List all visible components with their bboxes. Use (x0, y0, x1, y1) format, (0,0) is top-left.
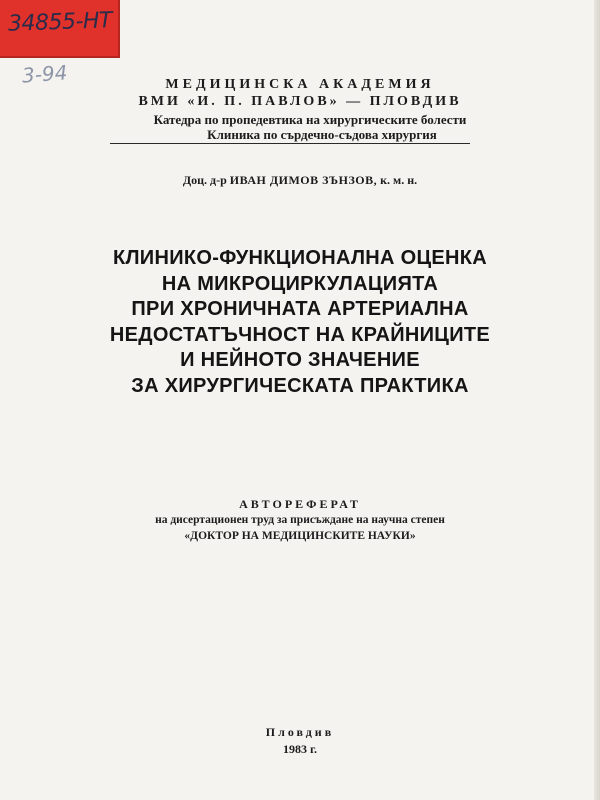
imprint-year: 1983 г. (282, 742, 318, 756)
author-name: ИВАН ДИМОВ ЗЪНЗОВ, (229, 173, 378, 187)
title-line: КЛИНИКО-ФУНКЦИОНАЛНА ОЦЕНКА (112, 247, 488, 269)
institution-header (0, 76, 600, 110)
title-line: НА МИКРОЦИРКУЛАЦИЯТА (161, 272, 439, 295)
thesis-title (0, 246, 600, 399)
author-degree: к. м. н. (380, 173, 418, 187)
institute-name: ВМИ «И. П. ПАВЛОВ» — ПЛОВДИВ (138, 94, 462, 109)
library-sticker (0, 0, 120, 58)
abstract-label: АВТОРЕФЕРАТ (239, 497, 361, 511)
author-line (0, 173, 600, 188)
author-title: Доц. д-р (182, 173, 227, 187)
imprint (0, 724, 600, 758)
abstract-block (0, 496, 600, 544)
title-line: ЗА ХИРУРГИЧЕСКАТА ПРАКТИКА (131, 374, 469, 397)
header-divider (110, 143, 470, 144)
academy-name: МЕДИЦИНСКА АКАДЕМИЯ (165, 77, 435, 92)
department-line: Катедра по пропедевтика на хирургическите болести (153, 112, 467, 127)
title-line: ПРИ ХРОНИЧНАТА АРТЕРИАЛНА (131, 298, 469, 320)
handwritten-shelf-note: 3-94 (21, 60, 69, 88)
page-edge (594, 0, 600, 800)
clinic-line: Клиника по сърдечно-съдова хирургия (207, 127, 437, 142)
abstract-description: на дисертационен труд за присъждане на научна степен (155, 514, 445, 526)
inventory-code: 34855-НТ (7, 8, 113, 37)
title-line: И НЕЙНОТО ЗНАЧЕНИЕ (180, 349, 420, 371)
department-block (110, 112, 510, 142)
imprint-city: Пловдив (265, 725, 335, 739)
degree-name: «ДОКТОР НА МЕДИЦИНСКИТЕ НАУКИ» (184, 530, 416, 542)
title-line: НЕДОСТАТЪЧНОСТ НА КРАЙНИЦИТЕ (109, 323, 491, 346)
